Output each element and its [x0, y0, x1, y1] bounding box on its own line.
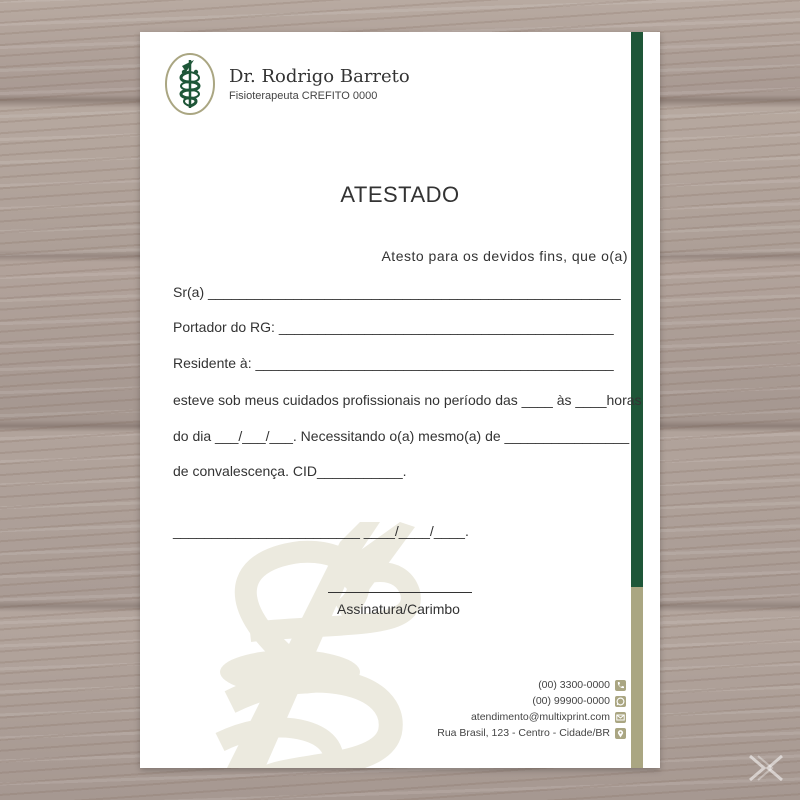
- doctor-name: Dr. Rodrigo Barreto: [229, 66, 410, 87]
- contact-phone: [538, 679, 626, 691]
- doctor-credential: Fisioterapeuta CREFITO 0000: [229, 90, 378, 102]
- place-date-line: ________________________ ____/____/____.: [173, 523, 469, 539]
- location-pin-icon: [615, 728, 626, 739]
- phone-icon: [615, 680, 626, 691]
- document-title: ATESTADO: [340, 182, 460, 207]
- caduceus-icon: [164, 52, 216, 116]
- period-line: esteve sob meus cuidados profissionais no período das ____ às ____horas: [173, 392, 642, 408]
- rg-line: Portador do RG: ___________________________________________: [173, 319, 614, 335]
- whatsapp-icon: [615, 696, 626, 707]
- accent-bar-green: [631, 32, 643, 587]
- address-line: Residente à: ______________________________________________: [173, 355, 614, 371]
- contact-whatsapp-text: (00) 99900-0000: [532, 695, 610, 707]
- intro-text: Atesto para os devidos fins, que o(a): [381, 248, 628, 264]
- contact-phone-text: (00) 3300-0000: [538, 679, 610, 691]
- accent-bar-olive: [631, 587, 643, 768]
- contact-address: [437, 727, 626, 739]
- contact-whatsapp: [532, 695, 626, 707]
- contact-address-text: Rua Brasil, 123 - Centro - Cidade/BR: [437, 727, 610, 739]
- signature-label: Assinatura/Carimbo: [337, 601, 460, 617]
- contact-email-text: atendimento@multixprint.com: [470, 711, 610, 723]
- contact-email: [471, 711, 626, 723]
- email-icon: [615, 712, 626, 723]
- patient-name-line: Sr(a) _____________________________________________________: [173, 284, 621, 300]
- brand-x-icon: [746, 752, 786, 784]
- signature-line: [328, 592, 472, 593]
- cid-line: de convalescença. CID___________.: [173, 463, 407, 479]
- date-need-line: do dia ___/___/___. Necessitando o(a) mesmo(a) de ________________: [173, 428, 630, 444]
- document-sheet: [140, 32, 660, 768]
